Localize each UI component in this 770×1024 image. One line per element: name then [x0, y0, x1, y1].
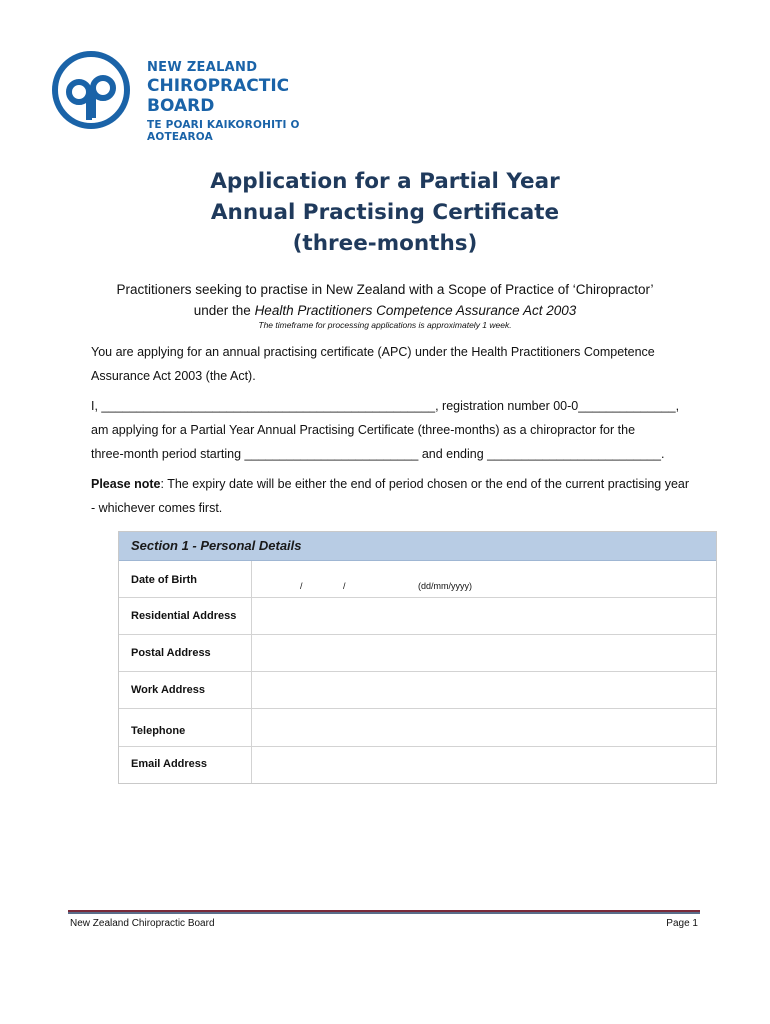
residential-label: Residential Address: [119, 598, 252, 634]
work-field[interactable]: [252, 672, 716, 708]
timeframe-note: The timeframe for processing applications is approximately 1 week.: [258, 320, 512, 330]
personal-details-section: [118, 531, 717, 784]
dob-field[interactable]: [252, 561, 716, 597]
board-logo: [50, 50, 360, 143]
telephone-field[interactable]: [252, 709, 716, 746]
title-line-3: (three-months): [292, 231, 478, 256]
title-line-2: Annual Practising Certificate: [210, 200, 560, 225]
footer-org: New Zealand Chiropractic Board: [70, 918, 215, 929]
logo-line-3: TE POARI KAIKOROHITI O AOTEAROA: [147, 119, 300, 143]
subtitle-line-1: Practitioners seeking to practise in New Zealand with a Scope of Practice of ‘Chiropractor’: [116, 282, 654, 297]
dob-label: Date of Birth: [119, 561, 252, 597]
telephone-row: [119, 709, 716, 747]
email-label: Email Address: [119, 747, 252, 783]
subtitle: [0, 279, 770, 321]
subtitle-prefix: under the: [193, 303, 255, 318]
dob-format-hint: (dd/mm/yyyy): [418, 581, 472, 591]
telephone-label: Telephone: [119, 709, 252, 746]
page-number: Page 1: [666, 918, 698, 929]
logo-line-2: CHIROPRACTIC BOARD: [147, 76, 290, 116]
work-row: [119, 672, 716, 709]
residential-row: [119, 598, 716, 635]
board-logo-icon: [50, 50, 132, 130]
note-label: Please note: [91, 477, 161, 491]
logo-line-1: NEW ZEALAND: [147, 60, 258, 75]
declaration-line-1: I, ________________________________________________, registration number 00-0______________,: [91, 399, 680, 413]
declaration-line-2: am applying for a Partial Year Annual Practising Certificate (three-months) as a chiropractor for the: [91, 423, 636, 437]
page-title: [0, 166, 770, 259]
dob-slash-2: /: [343, 581, 346, 591]
dob-row: [119, 561, 716, 598]
note-paragraph: [91, 472, 691, 520]
work-label: Work Address: [119, 672, 252, 708]
postal-row: [119, 635, 716, 672]
declaration-line-3: three-month period starting _________________________ and ending _________________________.: [91, 447, 665, 461]
subtitle-line-2: [0, 300, 770, 321]
residential-field[interactable]: [252, 598, 716, 634]
title-line-1: Application for a Partial Year: [210, 169, 560, 194]
intro-paragraph: You are applying for an annual practising certificate (APC) under the Health Practitioners Competence Assurance Act 2003 (the Act).: [91, 345, 655, 383]
act-name: Health Practitioners Competence Assurance Act 2003: [254, 303, 577, 318]
section-heading: Section 1 - Personal Details: [119, 532, 716, 561]
postal-label: Postal Address: [119, 635, 252, 671]
postal-field[interactable]: [252, 635, 716, 671]
footer-divider: [68, 910, 700, 914]
dob-slash-1: /: [300, 581, 303, 591]
email-field[interactable]: [252, 747, 716, 783]
email-row: [119, 747, 716, 783]
declaration-paragraph: [91, 394, 691, 466]
note-text: : The expiry date will be either the end of period chosen or the end of the current practising year - whichever comes first.: [91, 477, 690, 515]
